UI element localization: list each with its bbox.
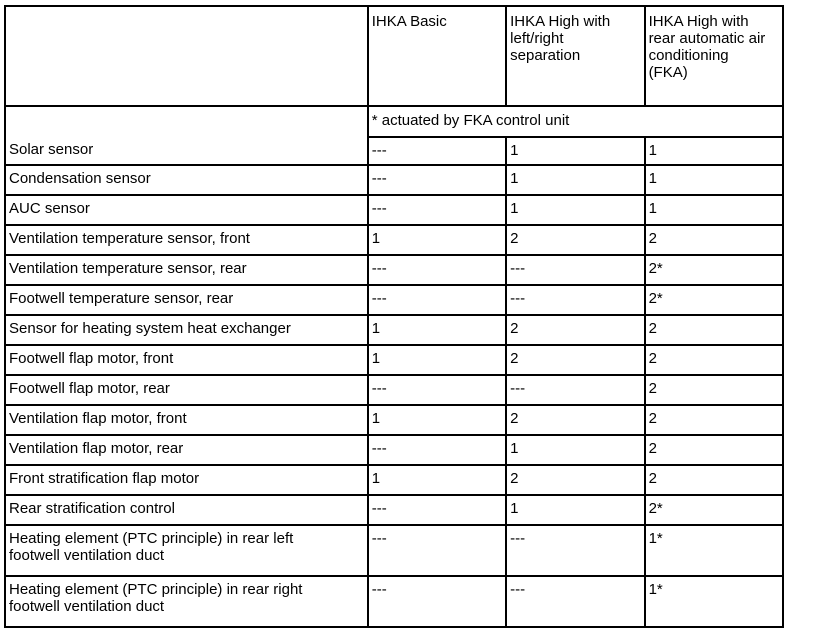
header-corner-cell — [5, 6, 368, 106]
cell-ihka-basic: --- — [368, 285, 506, 315]
row-label-line: footwell ventilation duct — [9, 547, 165, 564]
header-row — [5, 6, 783, 106]
table-row — [5, 255, 783, 285]
row-label: Condensation sensor — [5, 165, 368, 195]
table-row — [5, 165, 783, 195]
cell-ihka-high-fka: 2* — [645, 255, 783, 285]
row-label: Footwell flap motor, rear — [5, 375, 368, 405]
row-label: Ventilation flap motor, rear — [5, 435, 368, 465]
cell-ihka-basic: 1 — [368, 315, 506, 345]
cell-ihka-high-fka: 2 — [645, 465, 783, 495]
cell-ihka-high-fka: 2 — [645, 345, 783, 375]
cell-ihka-basic: --- — [368, 576, 506, 627]
cell-ihka-high-lr: 2 — [506, 345, 644, 375]
row-label — [5, 576, 368, 627]
cell-ihka-high-lr: --- — [506, 576, 644, 627]
cell-ihka-high-fka: 2 — [645, 405, 783, 435]
cell-ihka-high-fka: 2 — [645, 315, 783, 345]
header-ihka-high-fka — [645, 6, 783, 106]
cell-ihka-basic: --- — [368, 165, 506, 195]
table-row — [5, 405, 783, 435]
header-line: IHKA High with — [648, 13, 749, 30]
row-label: Ventilation temperature sensor, rear — [5, 255, 368, 285]
cell-ihka-basic: --- — [368, 137, 506, 165]
cell-ihka-high-fka: 2* — [645, 495, 783, 525]
cell-ihka-high-lr: 2 — [506, 465, 644, 495]
cell-ihka-basic: --- — [368, 195, 506, 225]
row-label: Rear stratification control — [5, 495, 368, 525]
table-row — [5, 576, 783, 627]
cell-ihka-high-fka: 1* — [645, 525, 783, 576]
row-label: Ventilation flap motor, front — [5, 405, 368, 435]
cell-ihka-high-lr: 1 — [506, 137, 644, 165]
table-row — [5, 495, 783, 525]
header-line: rear automatic air — [648, 30, 766, 47]
cell-ihka-basic: 1 — [368, 225, 506, 255]
table-row — [5, 525, 783, 576]
table-row — [5, 195, 783, 225]
row-label-line: Heating element (PTC principle) in rear right — [9, 581, 303, 598]
row-label: Front stratification flap motor — [5, 465, 368, 495]
cell-ihka-high-lr: 2 — [506, 225, 644, 255]
table-row — [5, 137, 783, 165]
cell-ihka-high-fka: 2 — [645, 375, 783, 405]
cell-ihka-basic: 1 — [368, 465, 506, 495]
table-row — [5, 285, 783, 315]
table-row — [5, 315, 783, 345]
header-ihka-basic: IHKA Basic — [368, 6, 506, 106]
cell-ihka-high-fka: 1 — [645, 165, 783, 195]
cell-ihka-basic: --- — [368, 525, 506, 576]
component-comparison-table — [4, 5, 784, 628]
header-line: conditioning — [648, 47, 729, 64]
row-label: AUC sensor — [5, 195, 368, 225]
cell-ihka-high-fka: 2 — [645, 225, 783, 255]
cell-ihka-basic: 1 — [368, 345, 506, 375]
row-label: Footwell flap motor, front — [5, 345, 368, 375]
note-blank-cell — [5, 106, 368, 137]
row-label: Solar sensor — [5, 137, 368, 165]
cell-ihka-high-lr: --- — [506, 255, 644, 285]
header-line: IHKA High with — [510, 13, 611, 30]
cell-ihka-high-lr: 1 — [506, 195, 644, 225]
cell-ihka-high-lr: 2 — [506, 405, 644, 435]
cell-ihka-high-lr: --- — [506, 525, 644, 576]
table-row — [5, 465, 783, 495]
row-label: Ventilation temperature sensor, front — [5, 225, 368, 255]
cell-ihka-basic: --- — [368, 495, 506, 525]
cell-ihka-high-fka: 1* — [645, 576, 783, 627]
cell-ihka-basic: --- — [368, 435, 506, 465]
table-row — [5, 225, 783, 255]
cell-ihka-high-lr: 1 — [506, 435, 644, 465]
row-label-line: Heating element (PTC principle) in rear left — [9, 530, 294, 547]
cell-ihka-high-fka: 1 — [645, 195, 783, 225]
cell-ihka-basic: --- — [368, 255, 506, 285]
header-line: left/right — [510, 30, 564, 47]
cell-ihka-high-lr: --- — [506, 285, 644, 315]
row-label — [5, 525, 368, 576]
cell-ihka-high-lr: --- — [506, 375, 644, 405]
header-line: (FKA) — [648, 64, 688, 81]
cell-ihka-high-lr: 2 — [506, 315, 644, 345]
header-ihka-high-left-right — [506, 6, 644, 106]
fka-footnote: * actuated by FKA control unit — [368, 106, 783, 137]
cell-ihka-basic: --- — [368, 375, 506, 405]
table-row — [5, 375, 783, 405]
row-label: Sensor for heating system heat exchanger — [5, 315, 368, 345]
cell-ihka-basic: 1 — [368, 405, 506, 435]
cell-ihka-high-lr: 1 — [506, 495, 644, 525]
cell-ihka-high-lr: 1 — [506, 165, 644, 195]
cell-ihka-high-fka: 2* — [645, 285, 783, 315]
note-row — [5, 106, 783, 137]
cell-ihka-high-fka: 1 — [645, 137, 783, 165]
row-label-line: footwell ventilation duct — [9, 598, 165, 615]
table-row — [5, 435, 783, 465]
row-label: Footwell temperature sensor, rear — [5, 285, 368, 315]
header-line: separation — [510, 47, 581, 64]
table-row — [5, 345, 783, 375]
cell-ihka-high-fka: 2 — [645, 435, 783, 465]
